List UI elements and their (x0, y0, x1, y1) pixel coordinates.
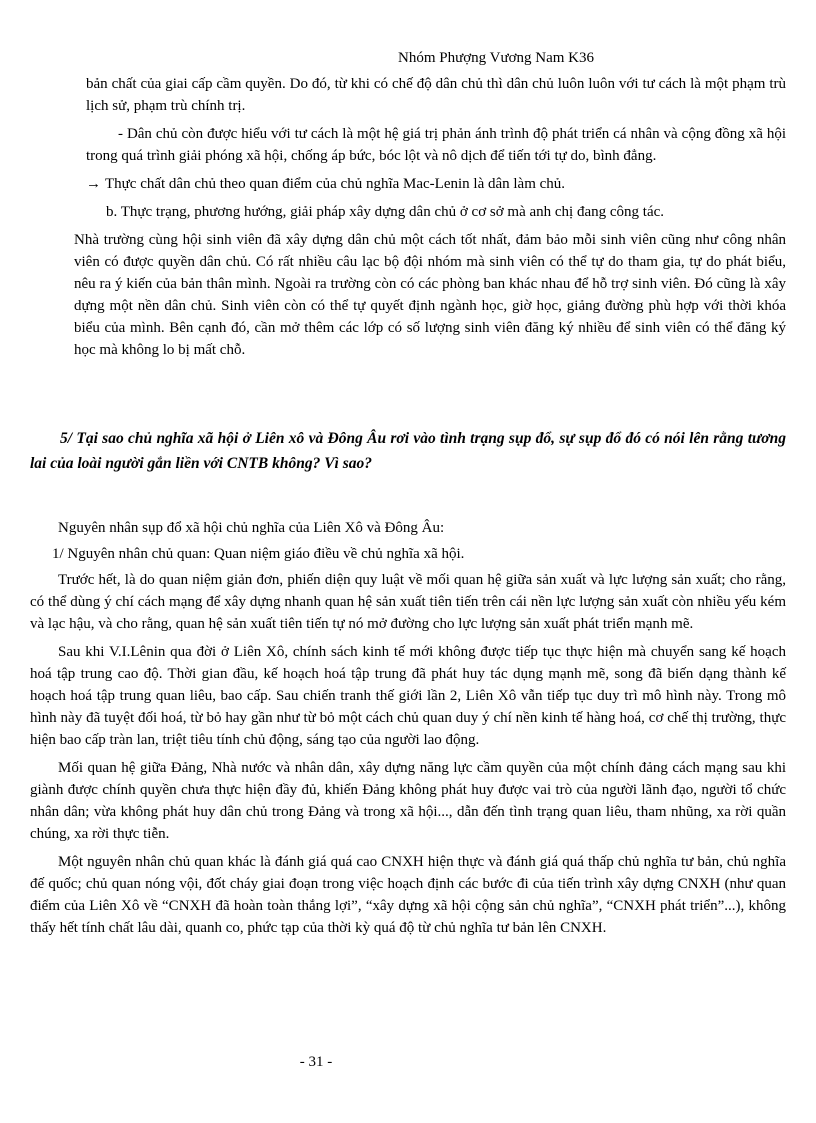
paragraph-school-democracy: Nhà trường cùng hội sinh viên đã xây dựng dân chủ một cách tốt nhất, đảm bảo mỗi sinh viên cũng như công nhân viên có được quyền dân chủ. Có rất nhiều câu lạc bộ đội nhóm mà sinh viên có thể tự do tham gia, tự do phát biểu, nêu ra ý kiến của bản thân mình. Ngoài ra trường còn có các phòng ban khác nhau để hỗ trợ sinh viên. Đó cũng là xây dựng một nền dân chủ. Sinh viên còn có thể tự quyết định ngành học, giờ học, giảng đường phù hợp với thời khóa biểu của mình. Bên cạnh đó, cần mở thêm các lớp có số lượng sinh viên đăng ký nhiều để sinh viên có thể đăng ký học mà không lo bị mất chỗ. (74, 232, 786, 358)
paragraph-other-cause: Một nguyên nhân chủ quan khác là đánh giá quá cao CNXH hiện thực và đánh giá quá thấp chủ nghĩa tư bản, chủ nghĩa đế quốc; chủ quan nóng vội, đốt cháy giai đoạn trong việc hoạch định các bước đi của tiến trình xây dựng CNXH (như quan điểm của Liên Xô về “CNXH đã hoàn toàn thắng lợi”, “xây dựng xã hội cộng sản chủ nghĩa”, “CNXH phát triển”...), không thấy hết tính chất lâu dài, quanh co, phức tạp của thời kỳ quá độ từ chủ nghĩa tư bản lên CNXH. (30, 854, 786, 936)
conclusion-text: Thực chất dân chủ theo quan điểm của chủ nghĩa Mac-Lenin là dân làm chủ. (105, 176, 566, 192)
section-b-heading: b. Thực trạng, phương hướng, giải pháp xây dựng dân chủ ở cơ sở mà anh chị đang công tác. (106, 204, 665, 220)
arrow-right-icon: → (86, 176, 101, 192)
page-footer (0, 1054, 816, 1071)
paragraph-causes-intro: Nguyên nhân sụp đổ xã hội chủ nghĩa của Liên Xô và Đông Âu: (58, 520, 445, 536)
paragraph-party-state: Mối quan hệ giữa Đảng, Nhà nước và nhân dân, xây dựng năng lực cầm quyền của một chính đảng cách mạng sau khi giành được chính quyền chưa thực hiện đầy đủ, khiến Đảng không phát huy được vai trò của người lãnh đạo, người tổ chức nhân dân; vừa không phát huy dân chủ trong Đảng và trong xã hội..., dẫn đến tình trạng quan liêu, tham nhũng, xa rời quần chúng, xa rời thực tiễn. (30, 760, 786, 842)
paragraph-first-reason: Trước hết, là do quan niệm giản đơn, phiến diện quy luật về mối quan hệ giữa sản xuất và lực lượng sản xuất; cho rằng, có thể dùng ý chí cách mạng để xây dựng nhanh quan hệ sản xuất tiên tiến trên cái nền lực lượng sản xuất còn nhiều yếu kém và lạc hậu, và cho rằng, quan hệ sản xuất tiên tiến tự nó mở đường cho lực lượng sản xuất phát triển mạnh mẽ. (30, 572, 786, 632)
paragraph-conclusion (86, 173, 786, 195)
question-heading: 5/ Tại sao chủ nghĩa xã hội ở Liên xô và Đông Âu rơi vào tình trạng sụp đổ, sự sụp đổ đó có nói lên rằng tương lai của loài người gắn liền với CNTB không? Vì sao? (30, 430, 786, 472)
page-header: Nhóm Phượng Vương Nam K36 (398, 50, 595, 66)
upper-section (74, 73, 786, 361)
paragraph-subjective-cause: 1/ Nguyên nhân chủ quan: Quan niệm giáo điều về chủ nghĩa xã hội. (52, 546, 465, 562)
paragraph-democracy-value: - Dân chủ còn được hiểu với tư cách là một hệ giá trị phản ánh trình độ phát triển cá nhân và cộng đồng xã hội trong quá trình giải phóng xã hội, chống áp bức, bóc lột và nô dịch để tiến tới tự do, bình đẳng. (86, 126, 786, 164)
paragraph-continuation: bản chất của giai cấp cầm quyền. Do đó, từ khi có chế độ dân chủ thì dân chủ luôn luôn với tư cách là một phạm trù lịch sử, phạm trù chính trị. (86, 76, 786, 114)
page-number: - 31 - (299, 1054, 333, 1070)
paragraph-lenin: Sau khi V.I.Lênin qua đời ở Liên Xô, chính sách kinh tế mới không được tiếp tục thực hiện mà chuyển sang kế hoạch hoá tập trung cao độ. Thời gian đầu, kế hoạch hoá tập trung đã phát huy tác dụng mạnh mẽ, song đã biến dạng thành kế hoạch hoá tập trung quan liêu, bao cấp. Sau chiến tranh thế giới lần 2, Liên Xô vẫn tiếp tục duy trì mô hình này. Trong mô hình này đã tuyệt đối hoá, từ bỏ hay gần như từ bỏ một cách chủ quan duy ý chí nền kinh tế hàng hoá, cơ chế thị trường, thực hiện bao cấp tràn lan, triệt tiêu tính chủ động, sáng tạo của người lao động. (30, 644, 786, 748)
lower-section (30, 517, 786, 939)
